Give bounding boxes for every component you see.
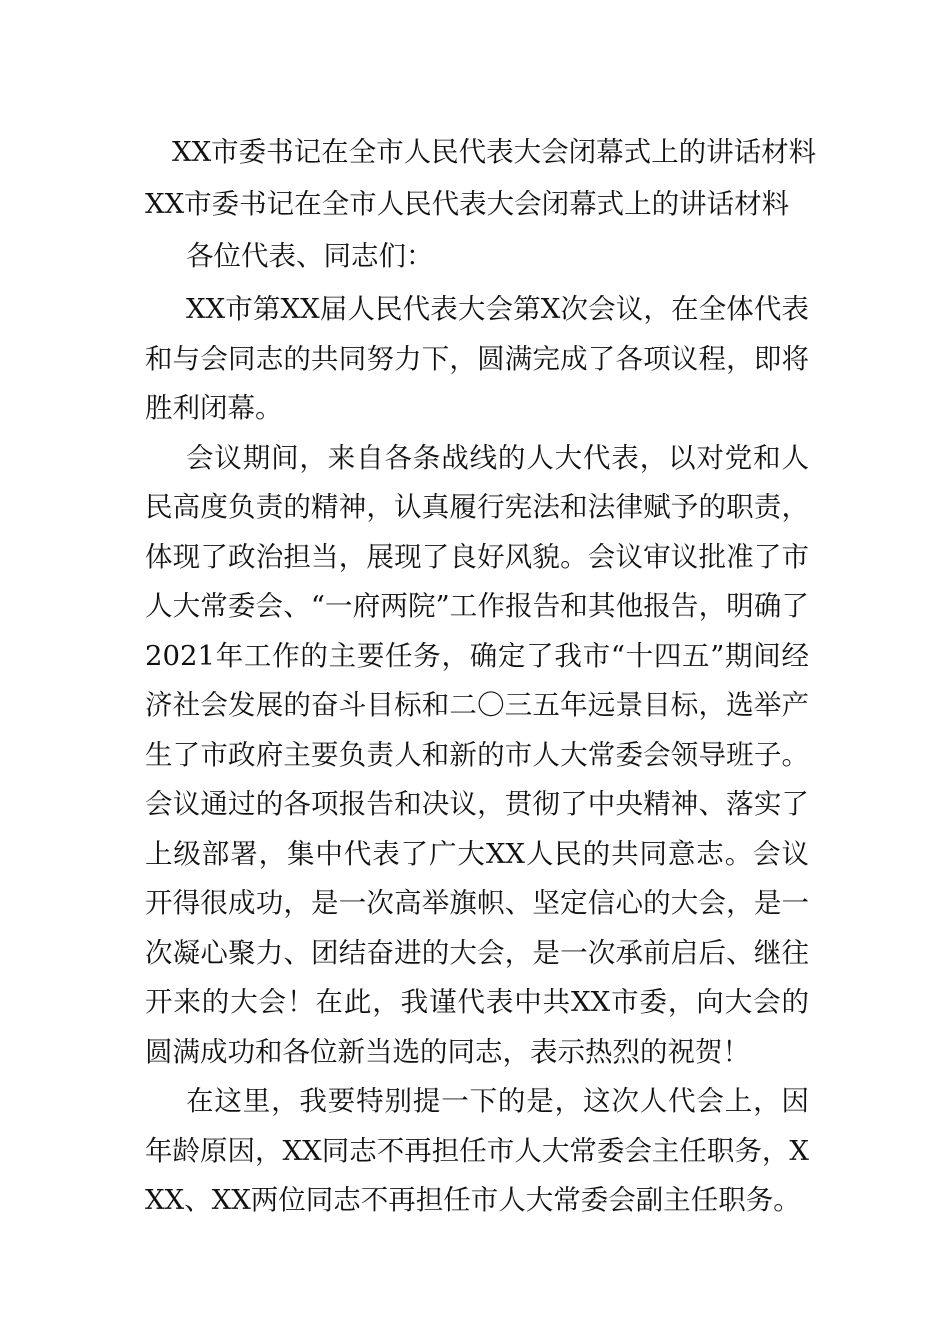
- document-body: [145, 126, 817, 1226]
- paragraph-1: XX市第XX届人民代表大会第X次会议，在全体代表和与会同志的共同努力下，圆满完成了各项议程，即将胜利闭幕。: [145, 293, 809, 424]
- paragraph-2: 会议期间，来自各条战线的人大代表，以对党和人民高度负责的精神，认真履行宪法和法律赋予的职责，体现了政治担当，展现了良好风貌。会议审议批准了市人大常委会、“一府两院”工作报告和其他报告，明确了2021年工作的主要任务，确定了我市“十四五”期间经济社会发展的奋斗目标和二〇三五年远景目标，选举产生了市政府主要负责人和新的市人大常委会领导班子。会议通过的各项报告和决议，贯彻了中央精神、落实了上级部署，集中代表了广大XX人民的共同意志。会议开得很成功，是一次高举旗帜、坚定信心的大会，是一次凝心聚力、团结奋进的大会，是一次承前启后、继往开来的大会！在此，我谨代表中共XX市委，向大会的圆满成功和各位新当选的同志，表示热烈的祝贺！: [145, 441, 809, 1068]
- paragraph-3: 在这里，我要特别提一下的是，这次人代会上，因年龄原因，XX同志不再担任市人大常委会主任职务，XXX、XX两位同志不再担任市人大常委会副主任职务。: [145, 1085, 809, 1216]
- greeting: 各位代表、同志们：: [186, 240, 434, 272]
- document-title-repeat: XX市委书记在全市人民代表大会闭幕式上的讲话材料: [145, 188, 790, 220]
- document-title: XX市委书记在全市人民代表大会闭幕式上的讲话材料: [172, 136, 817, 168]
